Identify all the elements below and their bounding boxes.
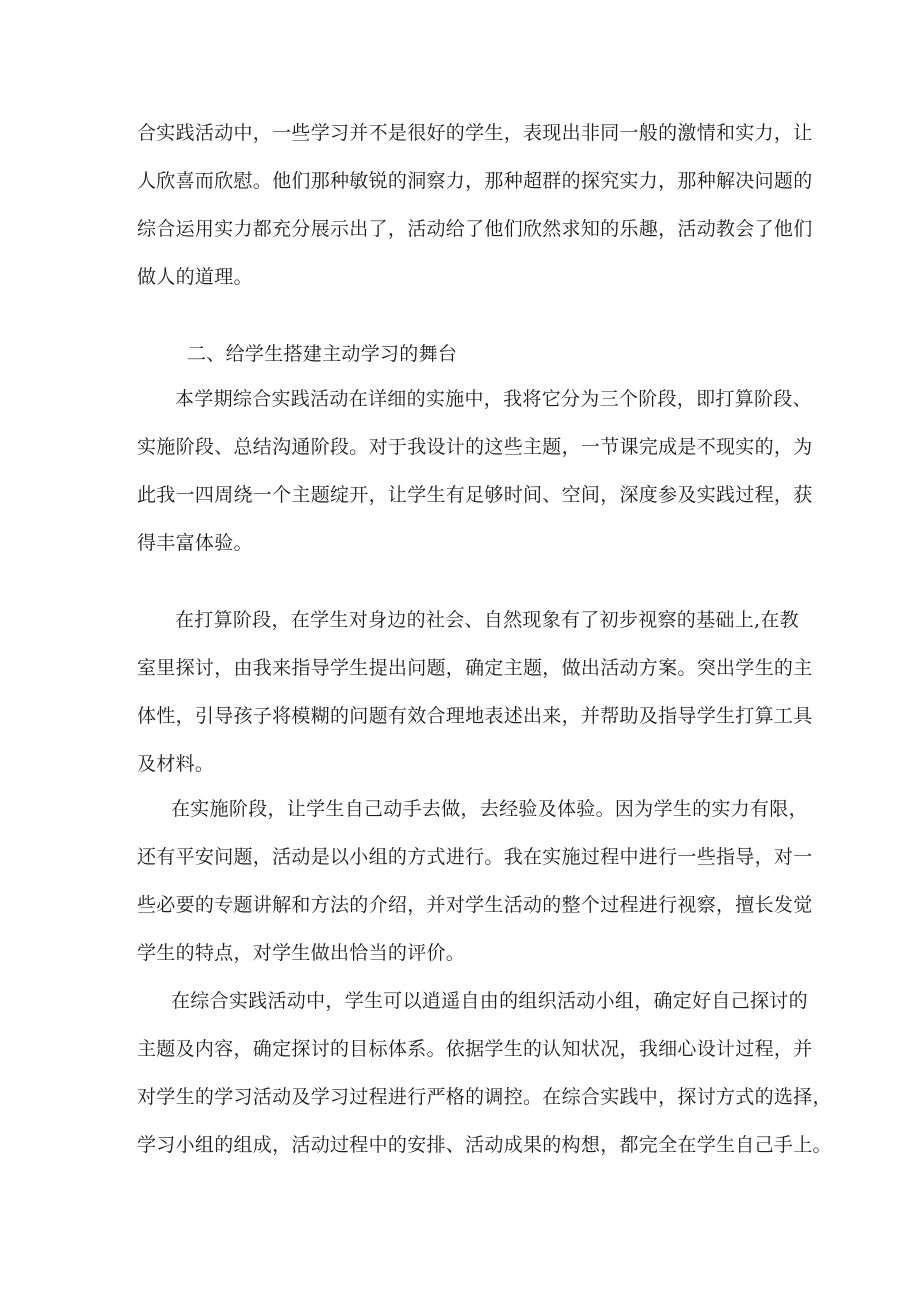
text-line: 及材料。 <box>137 753 215 775</box>
text-line: 合实践活动中，一些学习并不是很好的学生，表现出非同一般的激情和实力，让 <box>137 122 813 144</box>
text-line: 做人的道理。 <box>137 266 253 288</box>
text-line: 得丰富体验。 <box>137 532 253 554</box>
text-line: 此我一四周绕一个主题绽开，让学生有足够时间、空间，深度参及实践过程，获 <box>137 484 813 506</box>
text-line: 主题及内容，确定探讨的目标体系。依据学生的认知状况，我细心设计过程，并 <box>137 1038 813 1060</box>
paragraph <box>137 109 813 301</box>
text-line: 实施阶段、总结沟通阶段。对于我设计的这些主题，一节课完成是不现实的，为 <box>137 436 813 458</box>
paragraph <box>137 785 813 977</box>
paragraph <box>137 596 813 788</box>
text-line: 学生的特点，对学生做出恰当的评价。 <box>137 942 466 964</box>
text-line: 室里探讨，由我来指导学生提出问题，确定主题，做出活动方案。突出学生的主 <box>137 657 813 679</box>
text-line: 综合运用实力都充分展示出了，活动给了他们欣然求知的乐趣，活动教会了他们 <box>137 218 813 240</box>
text-line: 些必要的专题讲解和方法的介绍，并对学生活动的整个过程进行视察，擅长发觉 <box>137 894 813 916</box>
paragraph <box>137 375 813 567</box>
paragraph <box>137 977 832 1169</box>
text-line: 在综合实践活动中，学生可以逍遥自由的组织活动小组，确定好自己探讨的 <box>171 990 808 1012</box>
text-line: 本学期综合实践活动在详细的实施中，我将它分为三个阶段，即打算阶段、 <box>175 388 812 410</box>
text-line: 人欣喜而欣慰。他们那种敏锐的洞察力，那种超群的探究实力，那种解决问题的 <box>137 170 813 192</box>
text-line: 还有平安问题，活动是以小组的方式进行。我在实施过程中进行一些指导，对一 <box>137 846 813 868</box>
section-heading: 二、给学生搭建主动学习的舞台 <box>187 343 458 365</box>
text-line: 在实施阶段，让学生自己动手去做，去经验及体验。因为学生的实力有限， <box>171 798 808 820</box>
text-line: 体性，引导孩子将模糊的问题有效合理地表述出来，并帮助及指导学生打算工具 <box>137 705 813 727</box>
text-line: 在打算阶段，在学生对身边的社会、自然现象有了初步视察的基础上,在教 <box>175 609 799 631</box>
text-line: 学习小组的组成，活动过程中的安排、活动成果的构想，都完全在学生自己手上。 <box>137 1134 832 1156</box>
text-line: 对学生的学习活动及学习过程进行严格的调控。在综合实践中，探讨方式的选择， <box>137 1086 832 1108</box>
